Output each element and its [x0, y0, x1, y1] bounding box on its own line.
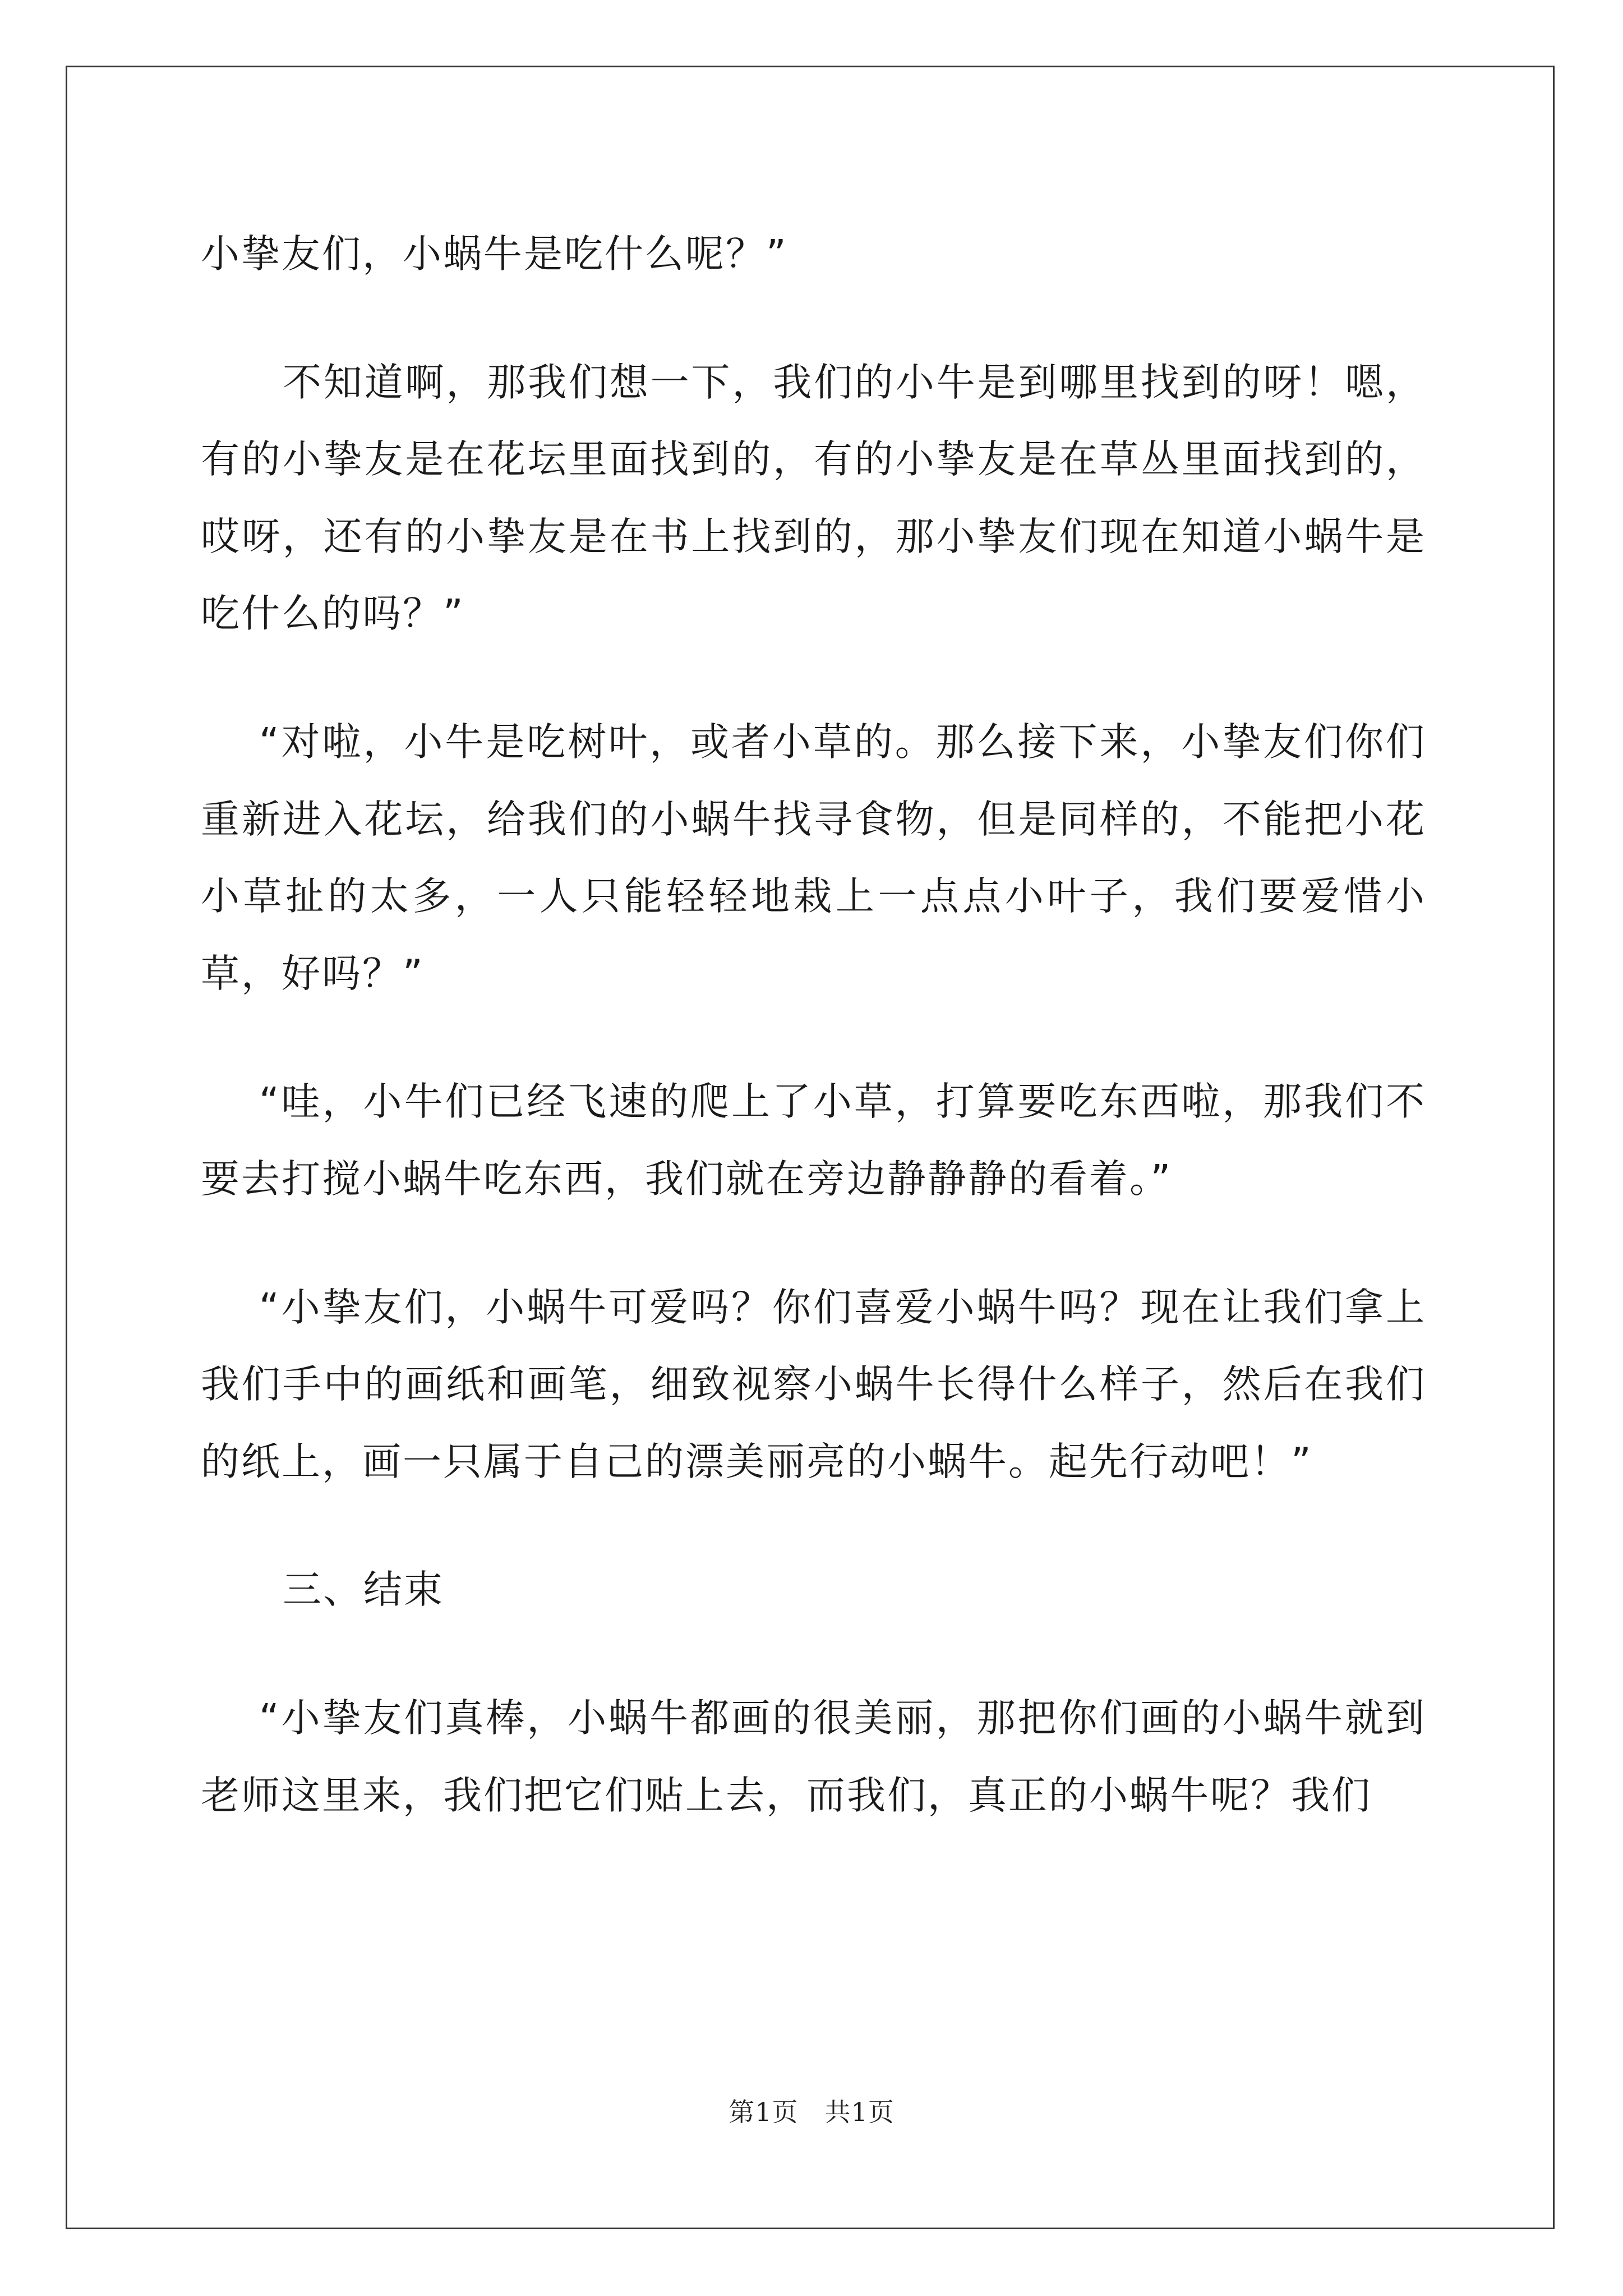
paragraph-2: 不知道啊，那我们想一下，我们的小牛是到哪里找到的呀！嗯，有的小挚友是在花坛里面找到的，有的小挚友是在草丛里面找到的，哎呀，还有的小挚友是在书上找到的，那小挚友们现在知道小蜗牛是吃什么的吗？” — [201, 360, 1426, 637]
paragraph-7: “小挚友们真棒，小蜗牛都画的很美丽，那把你们画的小蜗牛就到老师这里来，我们把它们贴上去，而我们，真正的小蜗牛呢？我们 — [201, 1695, 1426, 1818]
paragraph-5: “小挚友们，小蜗牛可爱吗？你们喜爱小蜗牛吗？现在让我们拿上我们手中的画纸和画笔，细致视察小蜗牛长得什么样子，然后在我们的纸上，画一只属于自己的漂美丽亮的小蜗牛。起先行动吧！” — [201, 1285, 1426, 1484]
paragraph-1: 小挚友们，小蜗牛是吃什么呢？” — [201, 232, 788, 277]
document-body — [201, 216, 1426, 1885]
paragraph-3: “对啦，小牛是吃树叶，或者小草的。那么接下来，小挚友们你们重新进入花坛，给我们的小蜗牛找寻食物，但是同样的，不能把小花小草扯的太多，一人只能轻轻地栽上一点点小叶子，我们要爱惜小草，好吗？” — [201, 719, 1426, 996]
paragraph-4: “哇，小牛们已经飞速的爬上了小草，打算要吃东西啦，那我们不要去打搅小蜗牛吃东西，我们就在旁边静静静的看着。” — [201, 1079, 1426, 1202]
section-heading-ending: 三、结束 — [283, 1567, 444, 1613]
page-footer: 第1页 共1页 — [728, 2097, 895, 2127]
